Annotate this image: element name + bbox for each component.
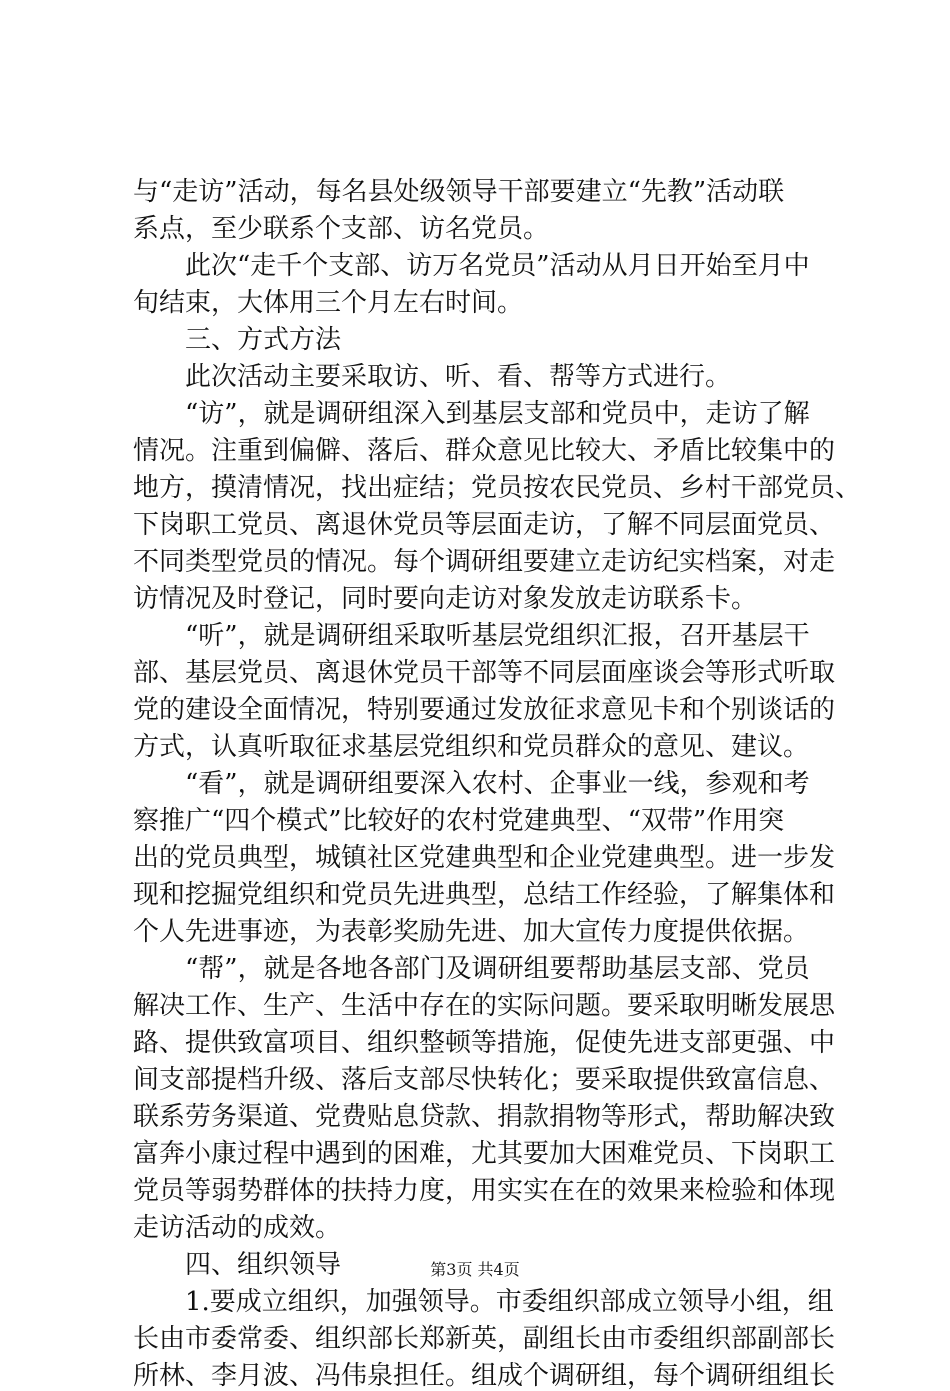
text-line: 三、方式方法 bbox=[133, 325, 342, 355]
text-line: 走访活动的成效。 bbox=[133, 1213, 342, 1243]
text-line: 间支部提档升级、落后支部尽快转化；要采取提供致富信息、 bbox=[133, 1065, 836, 1095]
text-line: 联系劳务渠道、党费贴息贷款、捐款捐物等形式，帮助解决致 bbox=[133, 1102, 836, 1132]
text-line: 1.要成立组织，加强领导。市委组织部成立领导小组，组 bbox=[133, 1287, 834, 1317]
text-line: 与“走访”活动，每名县处级领导干部要建立“先教”活动联 bbox=[133, 177, 785, 207]
text-line: 解决工作、生产、生活中存在的实际问题。要采取明晰发展思 bbox=[133, 991, 836, 1021]
text-line: 不同类型党员的情况。每个调研组要建立走访纪实档案，对走 bbox=[133, 547, 836, 577]
text-line: “帮”，就是各地各部门及调研组要帮助基层支部、党员 bbox=[133, 954, 810, 984]
text-line: 系点，至少联系个支部、访名党员。 bbox=[133, 214, 550, 244]
text-line: 旬结束，大体用三个月左右时间。 bbox=[133, 288, 524, 318]
page-footer: 第3页 共4页 bbox=[430, 1260, 520, 1279]
text-line: 党员等弱势群体的扶持力度，用实实在在的效果来检验和体现 bbox=[133, 1176, 836, 1206]
text-line: 访情况及时登记，同时要向走访对象发放走访联系卡。 bbox=[133, 584, 758, 614]
text-line: 富奔小康过程中遇到的困难，尤其要加大困难党员、下岗职工 bbox=[133, 1139, 836, 1169]
text-line: 长由市委常委、组织部长郑新英，副组长由市委组织部副部长 bbox=[133, 1324, 836, 1354]
text-line: 四、组织领导 bbox=[133, 1250, 342, 1280]
text-line: 情况。注重到偏僻、落后、群众意见比较大、矛盾比较集中的 bbox=[133, 436, 836, 466]
text-line: 下岗职工党员、离退休党员等层面走访，了解不同层面党员、 bbox=[133, 510, 836, 540]
text-line: 路、提供致富项目、组织整顿等措施，促使先进支部更强、中 bbox=[133, 1028, 836, 1058]
text-line: 现和挖掘党组织和党员先进典型，总结工作经验，了解集体和 bbox=[133, 880, 836, 910]
text-line: 地方，摸清情况，找出症结；党员按农民党员、乡村干部党员、 bbox=[133, 473, 862, 503]
text-line: “听”，就是调研组采取听基层党组织汇报，召开基层干 bbox=[133, 621, 810, 651]
text-line: 所林、李月波、冯伟泉担任。组成个调研组，每个调研组组长 bbox=[133, 1361, 836, 1391]
text-line: 部、基层党员、离退休党员干部等不同层面座谈会等形式听取 bbox=[133, 658, 836, 688]
text-line: 个人先进事迹，为表彰奖励先进、加大宣传力度提供依据。 bbox=[133, 917, 810, 947]
text-line: 此次“走千个支部、访万名党员”活动从月日开始至月中 bbox=[133, 251, 810, 281]
text-line: 察推广“四个模式”比较好的农村党建典型、“双带”作用突 bbox=[133, 806, 785, 836]
text-line: 此次活动主要采取访、听、看、帮等方式进行。 bbox=[133, 362, 732, 392]
text-line: 方式，认真听取征求基层党组织和党员群众的意见、建议。 bbox=[133, 732, 810, 762]
text-line: “访”，就是调研组深入到基层支部和党员中，走访了解 bbox=[133, 399, 810, 429]
text-line: “看”，就是调研组要深入农村、企事业一线，参观和考 bbox=[133, 769, 810, 799]
text-line: 党的建设全面情况，特别要通过发放征求意见卡和个别谈话的 bbox=[133, 695, 836, 725]
text-line: 出的党员典型，城镇社区党建典型和企业党建典型。进一步发 bbox=[133, 843, 836, 873]
